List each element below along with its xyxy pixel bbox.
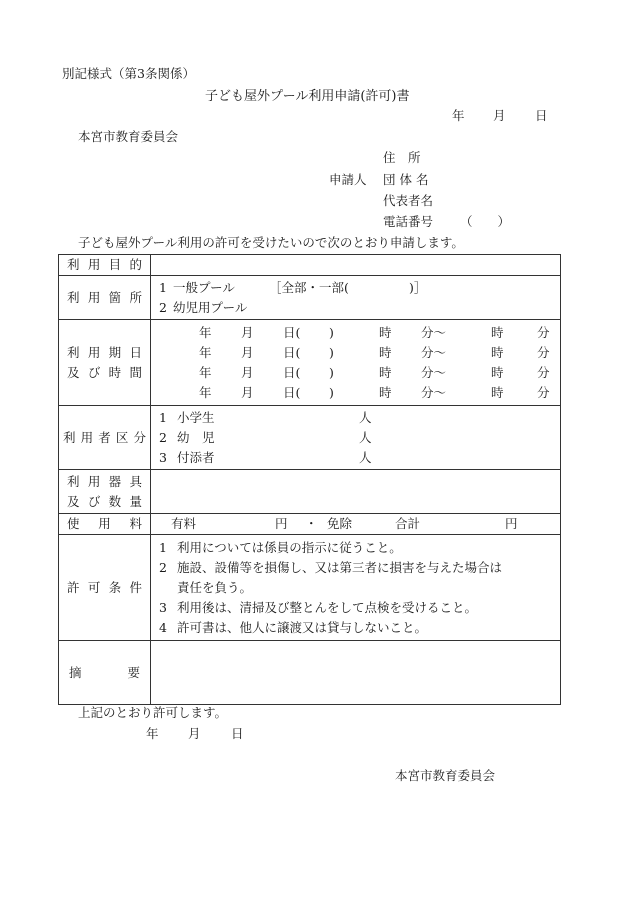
- row-location: [59, 276, 561, 320]
- period-label-1: 利用期日: [67, 344, 142, 360]
- applicant-phone-label: 電話番号: [383, 214, 434, 229]
- row-equipment: [59, 470, 561, 514]
- date-year-label: 年: [452, 108, 465, 123]
- conditions-label-cell: [59, 535, 151, 641]
- equipment-label-1: 利用器具: [67, 473, 142, 489]
- purpose-label-cell: [59, 255, 151, 276]
- issuer: 本宮市教育委員会: [395, 768, 496, 783]
- user-item-2: 2 幼 児 人: [159, 429, 372, 445]
- fee-label-cell: [59, 514, 151, 535]
- application-table: [58, 254, 561, 705]
- period-line-2: 年 月 日( ) 時 分～ 時 分: [199, 344, 550, 360]
- location-value-cell[interactable]: [151, 276, 561, 320]
- applicant-org-label: 団 体 名: [383, 172, 429, 187]
- location-label-cell: [59, 276, 151, 320]
- approval-month-label: 月: [188, 726, 201, 741]
- condition-2-cont: 責任を負う。: [177, 579, 253, 595]
- fee-value-cell[interactable]: [151, 514, 561, 535]
- equipment-value-cell[interactable]: [151, 470, 561, 514]
- equipment-label-cell: [59, 470, 151, 514]
- user-label: 利用者区分: [63, 429, 146, 445]
- applicant-group-label: 申請人: [329, 172, 367, 187]
- period-label-2: 及び時間: [67, 364, 142, 380]
- form-number: 別記様式（第3条関係）: [62, 66, 195, 81]
- date-month-label: 月: [493, 108, 506, 123]
- condition-1: 1 利用については係員の指示に従うこと。: [159, 539, 402, 555]
- intro-text: 子ども屋外プール利用の許可を受けたいので次のとおり申請します。: [78, 235, 464, 250]
- location-label: 利用箇所: [67, 289, 142, 305]
- period-line-1: 年 月 日( ) 時 分～ 時 分: [199, 324, 550, 340]
- condition-4: 4 許可書は、他人に譲渡又は貸与しないこと。: [159, 619, 428, 635]
- period-label-cell: [59, 320, 151, 406]
- remarks-value-cell[interactable]: [151, 641, 561, 705]
- fee-line: 有料 円 ・ 免除 合計 円: [171, 516, 518, 531]
- approval-text: 上記のとおり許可します。: [78, 705, 228, 720]
- condition-3: 3 利用後は、清掃及び整とんをして点検を受けること。: [159, 599, 478, 615]
- applicant-address-label: 住 所: [383, 150, 421, 165]
- user-value-cell[interactable]: [151, 406, 561, 470]
- row-remarks: [59, 641, 561, 705]
- applicant-phone-paren: （ ）: [460, 214, 511, 229]
- user-item-1: 1 小学生 人: [159, 409, 372, 425]
- row-user-category: [59, 406, 561, 470]
- period-value-cell[interactable]: [151, 320, 561, 406]
- applicant-rep-label: 代表者名: [383, 193, 434, 208]
- fee-label: 使用料: [67, 516, 142, 531]
- conditions-value-cell: [151, 535, 561, 641]
- remarks-label: 摘要: [69, 664, 140, 680]
- location-item-1: 1 一般プール ［全部・一部( )］: [159, 279, 427, 295]
- period-line-4: 年 月 日( ) 時 分～ 時 分: [199, 384, 550, 400]
- form-title: 子ども屋外プール利用申請(許可)書: [205, 89, 410, 104]
- date-day-label: 日: [535, 108, 548, 123]
- approval-day-label: 日: [231, 726, 244, 741]
- equipment-label-2: 及び数量: [67, 493, 142, 509]
- row-purpose: [59, 255, 561, 276]
- row-fee: [59, 514, 561, 535]
- condition-2: 2 施設、設備等を損傷し、又は第三者に損害を与えた場合は: [159, 559, 503, 575]
- row-period: [59, 320, 561, 406]
- approval-year-label: 年: [146, 726, 159, 741]
- location-item-2: 2 幼児用プール: [159, 299, 248, 315]
- remarks-label-cell: [59, 641, 151, 705]
- user-item-3: 3 付添者 人: [159, 449, 372, 465]
- row-conditions: [59, 535, 561, 641]
- purpose-value-cell[interactable]: [151, 255, 561, 276]
- period-line-3: 年 月 日( ) 時 分～ 時 分: [199, 364, 550, 380]
- conditions-label: 許可条件: [67, 579, 142, 595]
- addressee: 本宮市教育委員会: [78, 129, 179, 144]
- purpose-label: 利用目的: [67, 257, 142, 272]
- user-label-cell: [59, 406, 151, 470]
